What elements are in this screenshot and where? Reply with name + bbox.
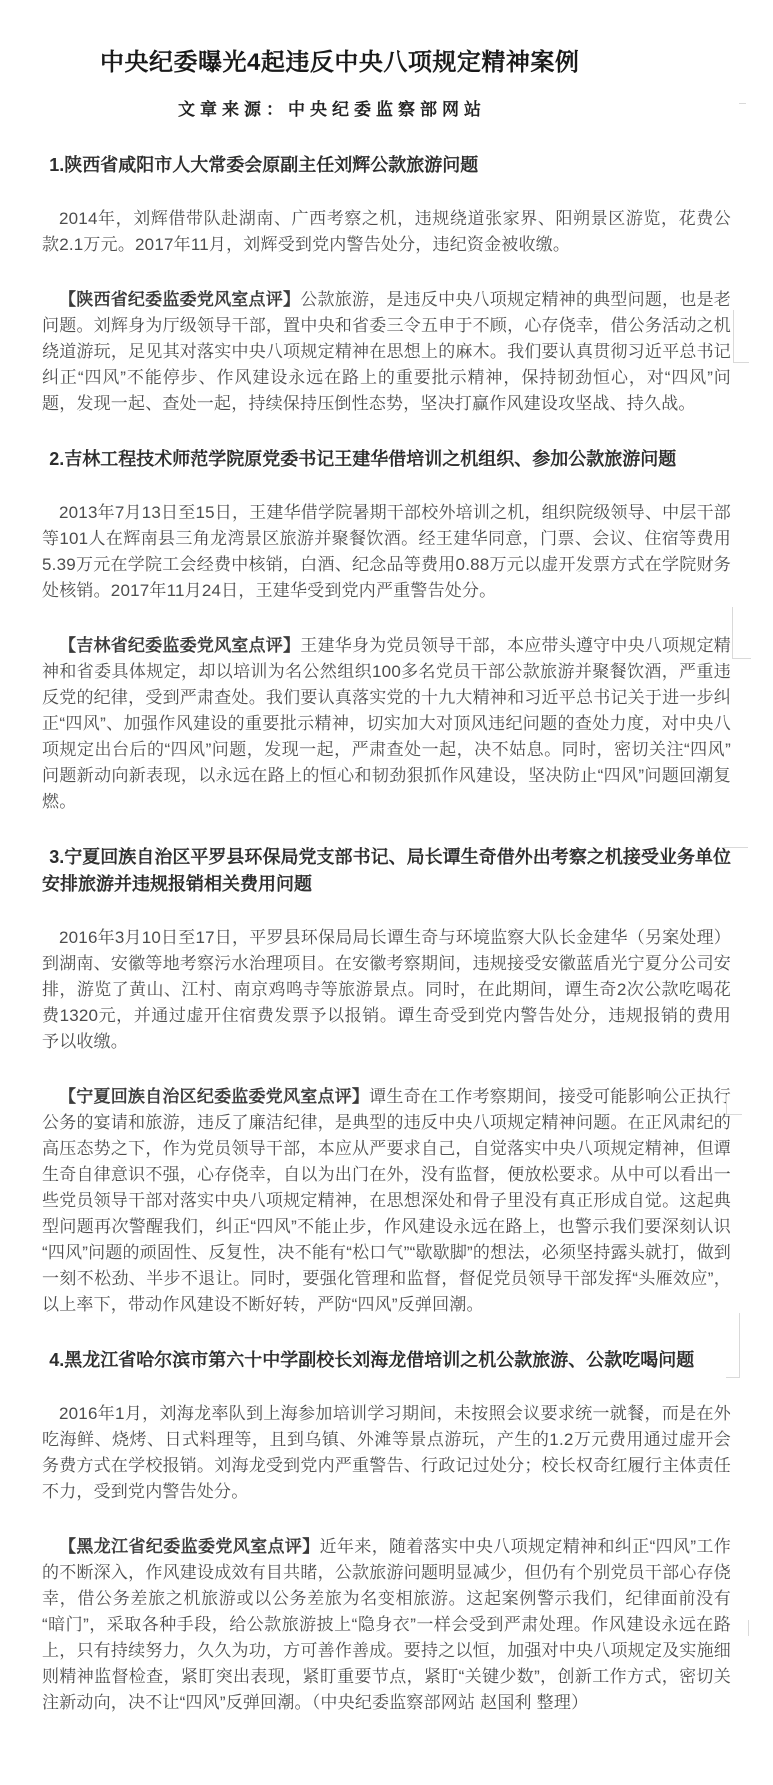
right-edge-artifact bbox=[733, 310, 749, 363]
right-edge-artifact bbox=[739, 103, 746, 104]
section-3-comment-text: 谭生奇在工作考察期间，接受可能影响公正执行公务的宴请和旅游，违反了廉洁纪律，是典型的违反中央八项规定精神问题。在正风肃纪的高压态势之下，作为党员领导干部，本应从严要求自己，自觉落实中央八项规定精神，但谭生奇自律意识不强，心存侥幸，自以为出门在外，没有监督，便放松要求。从中可以看出一些党员领导干部对落实中央八项规定精神，在思想深处和骨子里没有真正形成自觉。这起典型问题再次警醒我们，纠正“四风”不能止步，作风建设永远在路上，也警示我们要深刻认识“四风”问题的顽固性、反复性，决不能有“松口气”“歇歇脚”的想法，必须坚持露头就打，做到一刻不松劲、半步不退让。同时，要强化管理和监督，督促党员领导干部发挥“头雁效应”，以上率下，带动作风建设不断好转，严防“四风”反弹回潮。 bbox=[42, 1087, 731, 1314]
section-1-comment bbox=[42, 287, 731, 417]
article-title: 中央纪委曝光4起违反中央八项规定精神案例 bbox=[100, 49, 580, 76]
right-edge-artifact bbox=[732, 607, 751, 659]
section-3-paragraph: 2016年3月10日至17日，平罗县环保局局长谭生奇与环境监察大队长金建华（另案处理）到湖南、安徽等地考察污水治理项目。在安徽考察期间，违规接受安徽蓝盾光宁夏分公司安排，游览了黄山、江村、南京鸡鸣寺等旅游景点。同时，在此期间，谭生奇2次公款吃喝花费1320元，并通过虚开住宿费发票予以报销。谭生奇受到党内警告处分，违规报销的费用予以收缴。 bbox=[42, 928, 731, 1051]
section-4-heading: 4.黑龙江省哈尔滨市第六十中学副校长刘海龙借培训之机公款旅游、公款吃喝问题 bbox=[49, 1350, 695, 1370]
section-1-comment-text: 公款旅游，是违反中央八项规定精神的典型问题，也是老问题。刘辉身为厅级领导干部，置中央和省委三令五申于不顾，心存侥幸，借公务活动之机绕道游玩，足见其对落实中央八项规定精神在思想上的麻木。我们要认真贯彻习近平总书记纠正“四风”不能停步、作风建设永远在路上的重要批示精神，保持韧劲恒心，对“四风”问题，发现一起、查处一起，持续保持压倒性态势，坚决打赢作风建设攻坚战、持久战。 bbox=[42, 290, 731, 413]
right-edge-artifact bbox=[748, 1620, 749, 1636]
section-4-comment-text: 近年来，随着落实中央八项规定精神和纠正“四风”工作的不断深入，作风建设成效有目共睹，公款旅游问题明显减少，但仍有个别党员干部心存侥幸，借公务差旅之机旅游或以公务差旅为名变相旅游。这起案例警示我们，纪律面前没有“暗门”，采取各种手段，给公款旅游披上“隐身衣”一样会受到严肃处理。作风建设永远在路上，只有持续努力，久久为功，方可善作善成。要持之以恒，加强对中央八项规定及实施细则精神监督检查，紧盯突出表现，紧盯重要节点，紧盯“关键少数”，创新工作方式，密切关注新动向，决不让“四风”反弹回潮。（中央纪委监察部网站 赵国利 整理） bbox=[42, 1537, 732, 1712]
section-3-comment bbox=[42, 1084, 731, 1318]
section-4-comment bbox=[42, 1534, 731, 1716]
section-2-comment bbox=[42, 633, 731, 815]
section-2-comment-label: 【吉林省纪委监委党风室点评】 bbox=[59, 636, 301, 655]
section-2-paragraph: 2013年7月13日至15日，王建华借学院暑期干部校外培训之机，组织院级领导、中层干部等101人在辉南县三角龙湾景区旅游并聚餐饮酒。经王建华同意，门票、会议、住宿等费用5.39万元在学院工会经费中核销，白酒、纪念品等费用0.88万元以虚开发票方式在学院财务处核销。2017年11月24日，王建华受到党内严重警告处分。 bbox=[42, 503, 731, 600]
section-1-comment-label: 【陕西省纪委监委党风室点评】 bbox=[59, 290, 301, 309]
section-2-comment-text: 王建华身为党员领导干部，本应带头遵守中央八项规定精神和省委具体规定，却以培训为名公然组织100多名党员干部公款旅游并聚餐饮酒，严重违反党的纪律，受到严肃查处。我们要认真落实党的十九大精神和习近平总书记关于进一步纠正“四风”、加强作风建设的重要批示精神，切实加大对顶风违纪问题的查处力度，对中央八项规定出台后的“四风”问题，发现一起，严肃查处一起，决不姑息。同时，密切关注“四风”问题新动向新表现，以永远在路上的恒心和韧劲狠抓作风建设，坚决防止“四风”问题回潮复燃。 bbox=[42, 636, 731, 811]
section-1-heading: 1.陕西省咸阳市人大常委会原副主任刘辉公款旅游问题 bbox=[49, 155, 479, 175]
section-4-comment-label: 【黑龙江省纪委监委党风室点评】 bbox=[59, 1537, 320, 1556]
article-source: 文章来源：中央纪委监察部网站 bbox=[178, 100, 486, 119]
section-3-heading: 3.宁夏回族自治区平罗县环保局党支部书记、局长谭生奇借外出考察之机接受业务单位安排旅游并违规报销相关费用问题 bbox=[42, 847, 731, 894]
section-3-comment-label: 【宁夏回族自治区纪委监委党风室点评】 bbox=[59, 1087, 370, 1106]
section-1-paragraph: 2014年，刘辉借带队赴湖南、广西考察之机，违规绕道张家界、阳朔景区游览，花费公款2.1万元。2017年11月，刘辉受到党内警告处分，违纪资金被收缴。 bbox=[42, 209, 731, 254]
section-2-heading: 2.吉林工程技术师范学院原党委书记王建华借培训之机组织、参加公款旅游问题 bbox=[49, 449, 677, 469]
section-4-paragraph: 2016年1月，刘海龙率队到上海参加培训学习期间，未按照会议要求统一就餐，而是在外吃海鲜、烧烤、日式料理等，且到乌镇、外滩等景点游玩，产生的1.2万元费用通过虚开会务费方式在学校报销。刘海龙受到党内严重警告、行政记过处分；校长权奇红履行主体责任不力，受到党内警告处分。 bbox=[42, 1404, 731, 1501]
